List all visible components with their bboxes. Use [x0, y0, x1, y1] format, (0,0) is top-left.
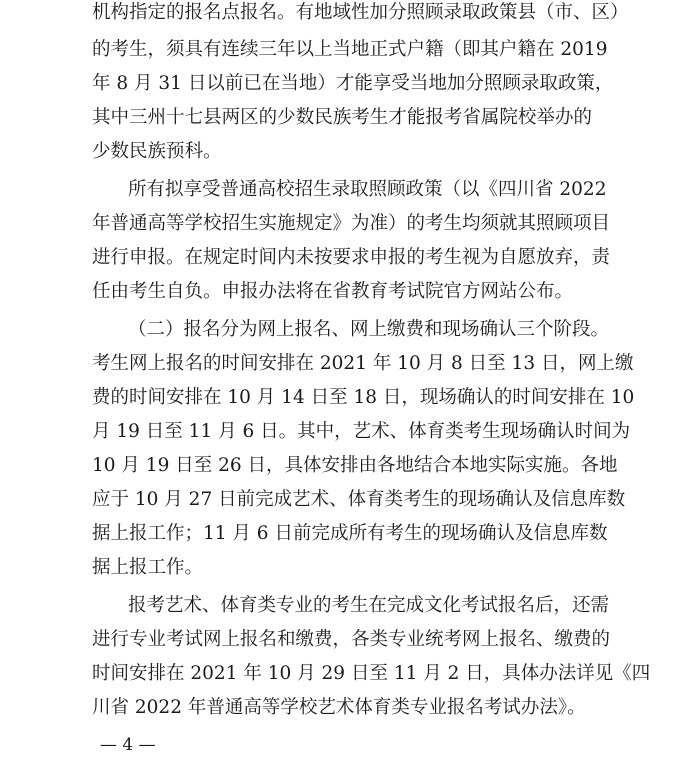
- text-line: 考生网上报名的时间安排在 2021 年 10 月 8 日至 13 日，网上缴: [92, 353, 634, 374]
- text-line: 的考生，须具有连续三年以上当地正式户籍（即其户籍在 2019: [92, 39, 608, 60]
- text-line: 进行专业考试网上报名和缴费，各类专业统考网上报名、缴费的: [92, 629, 611, 650]
- text-line: 其中三州十七县两区的少数民族考生才能报考省属院校举办的: [92, 107, 592, 128]
- page-number: — 4 —: [100, 735, 156, 755]
- section-heading-line: （二）报名分为网上报名、网上缴费和现场确认三个阶段。: [128, 319, 610, 340]
- text-line: 年 8 月 31 日以前已在当地）才能享受当地加分照顾录取政策，: [92, 73, 614, 94]
- text-line: 进行申报。在规定时间内未按要求申报的考生视为自愿放弃，责: [92, 247, 611, 268]
- paragraph-first-line: 报考艺术、体育类专业的考生在完成文化考试报名后，还需: [128, 595, 610, 616]
- text-line: 少数民族预科。: [92, 141, 222, 162]
- text-line: 月 19 日至 11 月 6 日。其中，艺术、体育类考生现场确认时间为: [92, 421, 631, 442]
- text-line: 10 月 19 日至 26 日，具体安排由各地结合本地实际实施。各地: [92, 455, 618, 476]
- text-line: 年普通高等学校招生实施规定》为准）的考生均须就其照顾项目: [92, 213, 611, 234]
- text-line: 机构指定的报名点报名。有地域性加分照顾录取政策县（市、区）: [92, 2, 629, 23]
- text-line: 据上报工作；11 月 6 日前完成所有考生的现场确认及信息库数: [92, 523, 608, 544]
- text-line: 时间安排在 2021 年 10 月 29 日至 11 月 2 日，具体办法详见《四: [92, 663, 651, 684]
- text-line: 应于 10 月 27 日前完成艺术、体育类考生的现场确认及信息库数: [92, 489, 626, 510]
- text-line: 川省 2022 年普通高等学校艺术体育类专业报名考试办法》。: [92, 697, 586, 718]
- text-line: 任由考生自负。申报办法将在省教育考试院官方网站公布。: [92, 281, 574, 302]
- text-line: 费的时间安排在 10 月 14 日至 18 日，现场确认的时间安排在 10: [92, 387, 635, 408]
- paragraph-first-line: 所有拟享受普通高校招生录取照顾政策（以《四川省 2022: [128, 179, 607, 200]
- text-line: 据上报工作。: [92, 557, 204, 578]
